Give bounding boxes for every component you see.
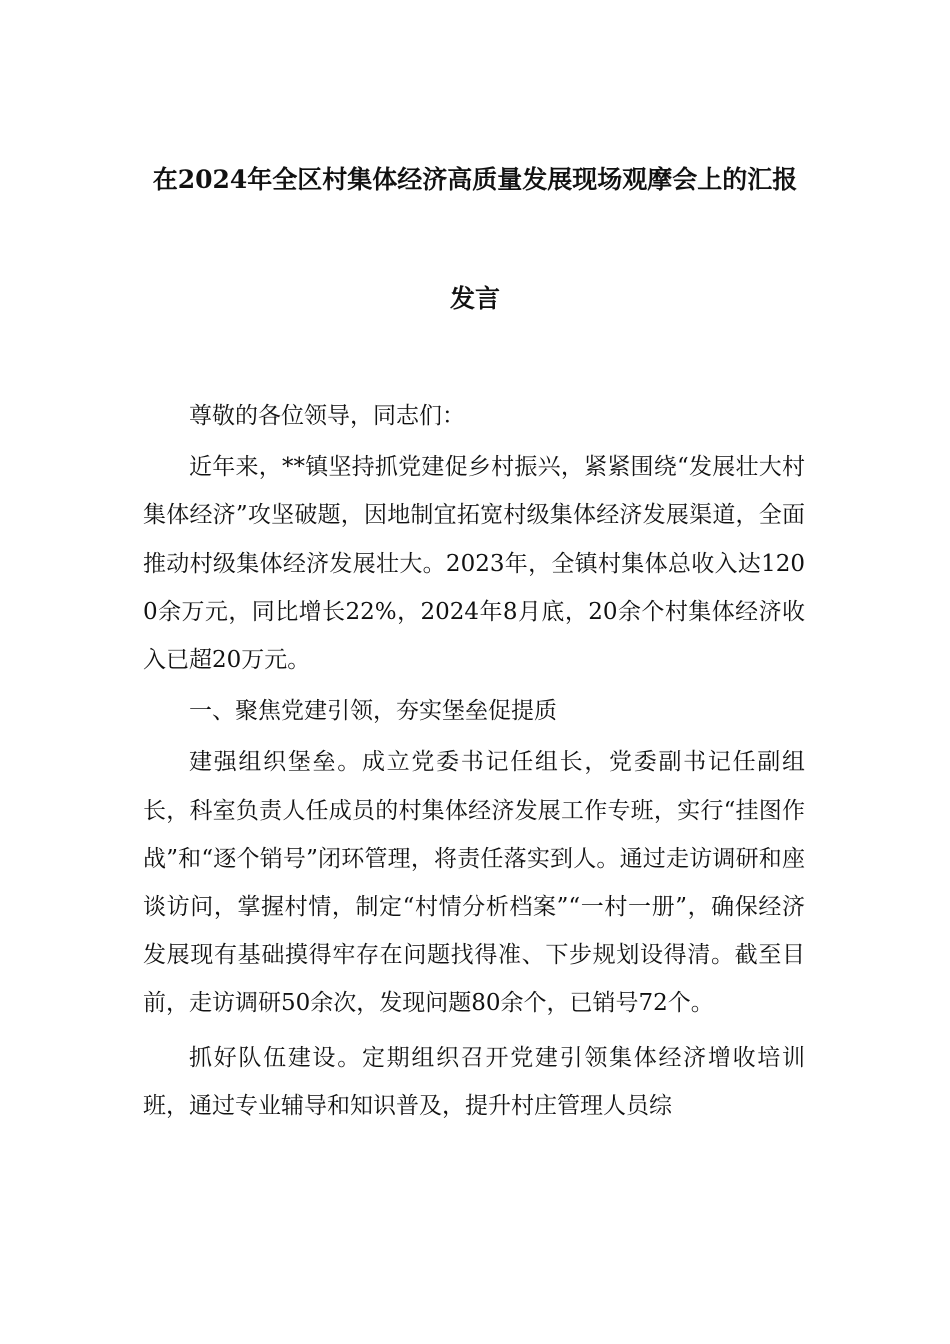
document-title-line-2: 发言	[449, 284, 500, 313]
section-1-paragraph-1: 建强组织堡垒。成立党委书记任组长，党委副书记任副组长，科室负责人任成员的村集体经济发展工作专班，实行“挂图作战”和“逐个销号”闭环管理，将责任落实到人。通过走访调研和座谈访问，掌握村情，制定“村情分析档案”“一村一册”，确保经济发展现有基础摸得牢存在问题找得准、下步规划设得清。截至目前，走访调研50余次，发现问题80余个，已销号72个。	[143, 749, 805, 1017]
salutation: 尊敬的各位领导，同志们：	[189, 403, 465, 429]
section-1-paragraph-2: 抓好队伍建设。定期组织召开党建引领集体经济增收培训班，通过专业辅导和知识普及，提升村庄管理人员综	[143, 1044, 805, 1119]
intro-paragraph: 近年来，**镇坚持抓党建促乡村振兴，紧紧围绕“发展壮大村集体经济”攻坚破题，因地制宜拓宽村级集体经济发展渠道，全面推动村级集体经济发展壮大。2023年，全镇村集体总收入达1200余万元，同比增长22%，2024年8月底，20余个村集体经济收入已超20万元。	[143, 454, 805, 674]
document-body	[143, 392, 805, 1130]
document-title-line-1: 在2024年全区村集体经济高质量发展现场观摩会上的汇报	[152, 165, 798, 194]
section-heading-1: 一、聚焦党建引领，夯实堡垒促提质	[189, 698, 557, 725]
